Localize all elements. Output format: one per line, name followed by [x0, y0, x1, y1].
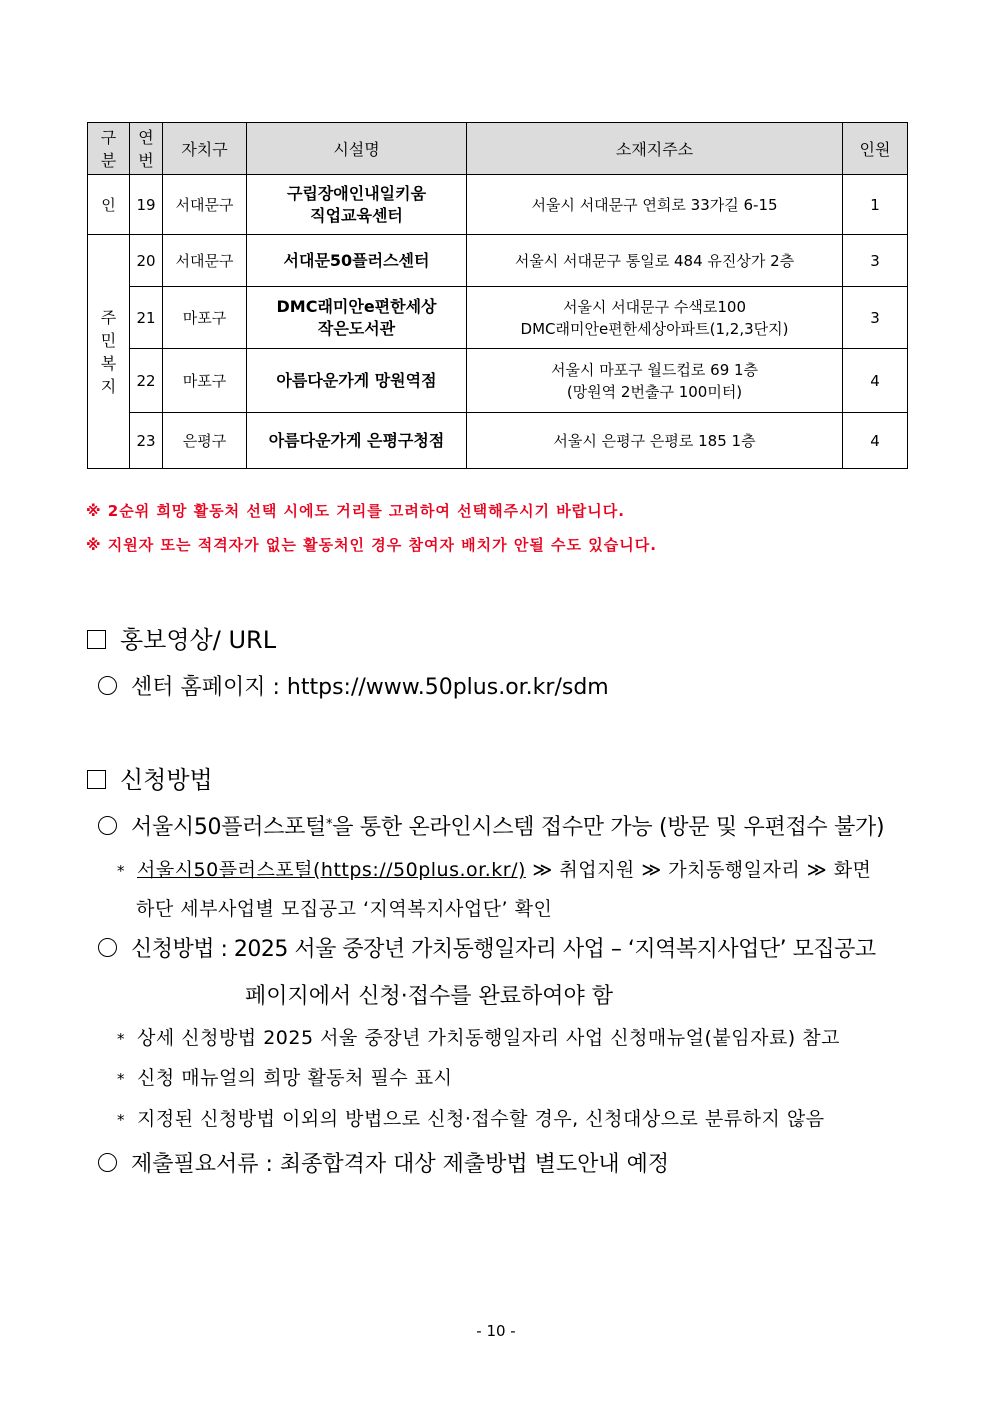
homepage-item — [98, 670, 609, 701]
category-cell: 인 — [88, 175, 130, 235]
apply-sub-4-text: 지정된 신청방법 이외의 방법으로 신청·접수할 경우, 신청대상으로 분류하지 않음 — [137, 1108, 825, 1130]
cell-line: 아름다운가게 은평구청점 — [268, 430, 445, 450]
header-facility: 시설명 — [247, 123, 467, 175]
district-cell: 마포구 — [163, 349, 247, 413]
asterisk-icon: * — [117, 1030, 125, 1048]
apply-item-3 — [98, 1147, 669, 1178]
section-apply-heading — [87, 760, 213, 795]
facility-table — [87, 122, 908, 469]
header-char: 번 — [138, 150, 154, 170]
cell-line: 아름다운가게 망원역점 — [276, 370, 437, 390]
cell-line: 작은도서관 — [317, 318, 396, 338]
address-cell — [467, 349, 843, 413]
header-number — [130, 123, 163, 175]
asterisk-icon: * — [117, 1070, 125, 1088]
facility-cell — [247, 235, 467, 287]
district-cell: 마포구 — [163, 287, 247, 349]
number-cell: 22 — [130, 349, 163, 413]
cell-line: DMC래미안e편한세상아파트(1,2,3단지) — [520, 319, 789, 338]
header-char: 구 — [100, 127, 117, 147]
category-char: 민 — [100, 330, 117, 350]
apply-sub-3 — [117, 1063, 453, 1090]
square-bullet-icon — [87, 770, 106, 789]
portal-link[interactable]: 서울시50플러스포털(https://50plus.or.kr/) — [137, 859, 526, 881]
number-cell: 21 — [130, 287, 163, 349]
cell-line: 직업교육센터 — [310, 205, 403, 225]
number-cell: 20 — [130, 235, 163, 287]
section-promo-title: 홍보영상/ URL — [120, 626, 277, 654]
page-number: - 10 - — [476, 1322, 516, 1340]
homepage-link[interactable]: https://www.50plus.or.kr/sdm — [286, 675, 609, 700]
category-char: 지 — [100, 376, 117, 396]
apply-item-2-line2: 페이지에서 신청·접수를 완료하여야 함 — [245, 984, 614, 1009]
category-char: 복 — [100, 353, 117, 373]
facility-cell — [247, 413, 467, 469]
table-row — [88, 349, 908, 413]
homepage-label: 센터 홈페이지 : — [131, 675, 287, 700]
count-cell: 3 — [843, 235, 908, 287]
apply-sub-1 — [117, 855, 871, 882]
facility-cell — [247, 349, 467, 413]
district-cell: 서대문구 — [163, 235, 247, 287]
circle-bullet-icon — [98, 676, 117, 695]
district-cell: 은평구 — [163, 413, 247, 469]
section-promo-heading — [87, 620, 276, 655]
cell-line: (망원역 2번출구 100미터) — [566, 382, 743, 401]
district-cell: 서대문구 — [163, 175, 247, 235]
count-cell: 4 — [843, 413, 908, 469]
circle-bullet-icon — [98, 1153, 117, 1172]
table-row — [88, 175, 908, 235]
cell-line: 서울시 서대문구 수색로100 — [562, 297, 747, 316]
cell-line: 서대문50플러스센터 — [283, 250, 430, 270]
portal-name: 서울시50플러스포털 — [131, 815, 327, 840]
number-cell: 19 — [130, 175, 163, 235]
apply-item-1-text: 을 통한 온라인시스템 접수만 가능 (방문 및 우편접수 불가) — [332, 815, 885, 840]
note-1: ※ 2순위 희망 활동처 선택 시에도 거리를 고려하여 선택해주시기 바랍니다. — [86, 502, 625, 520]
apply-item-1 — [98, 810, 884, 841]
apply-item-3-text: 제출필요서류 : 최종합격자 대상 제출방법 별도안내 예정 — [131, 1152, 670, 1177]
portal-path: ≫ 취업지원 ≫ 가치동행일자리 ≫ 화면 — [525, 859, 872, 881]
table-row — [88, 235, 908, 287]
cell-line: 구립장애인내일키움 — [286, 183, 427, 203]
square-bullet-icon — [87, 630, 106, 649]
address-cell — [467, 175, 843, 235]
count-cell: 1 — [843, 175, 908, 235]
apply-sub-2 — [117, 1023, 840, 1050]
address-cell — [467, 235, 843, 287]
apply-sub-4 — [117, 1104, 825, 1131]
address-cell — [467, 413, 843, 469]
circle-bullet-icon — [98, 938, 117, 957]
table-header-row — [88, 123, 908, 175]
note-2: ※ 지원자 또는 적격자가 없는 활동처인 경우 참여자 배치가 안될 수도 있습니다. — [86, 536, 657, 554]
header-address: 소재지주소 — [467, 123, 843, 175]
header-char: 연 — [138, 127, 154, 147]
header-district: 자치구 — [163, 123, 247, 175]
number-cell: 23 — [130, 413, 163, 469]
table-row — [88, 413, 908, 469]
cell-line: 서울시 서대문구 연희로 33가길 6-15 — [531, 195, 778, 214]
header-count: 인원 — [843, 123, 908, 175]
table-row — [88, 287, 908, 349]
asterisk-icon: * — [117, 1111, 125, 1129]
count-cell: 4 — [843, 349, 908, 413]
apply-sub-1-line2: 하단 세부사업별 모집공고 ‘지역복지사업단’ 확인 — [136, 898, 553, 920]
cell-line: 서울시 서대문구 통일로 484 유진상가 2층 — [514, 251, 795, 270]
category-cell — [88, 235, 130, 469]
count-cell: 3 — [843, 287, 908, 349]
header-char: 분 — [100, 150, 117, 170]
apply-item-2 — [98, 932, 876, 963]
footnote-star: * — [326, 817, 333, 832]
apply-item-2-text: 신청방법 : 2025 서울 중장년 가치동행일자리 사업 – ‘지역복지사업단’ 모집공고 — [131, 937, 876, 962]
cell-line: 서울시 마포구 월드컵로 69 1층 — [550, 360, 759, 379]
facility-cell — [247, 175, 467, 235]
section-apply-title: 신청방법 — [120, 766, 213, 794]
cell-line: DMC래미안e편한세상 — [276, 296, 437, 316]
category-char: 주 — [100, 307, 117, 327]
address-cell — [467, 287, 843, 349]
header-category — [88, 123, 130, 175]
circle-bullet-icon — [98, 816, 117, 835]
apply-sub-3-text: 신청 매뉴얼의 희망 활동처 필수 표시 — [137, 1067, 453, 1089]
asterisk-icon: * — [117, 862, 125, 880]
facility-cell — [247, 287, 467, 349]
apply-sub-2-text: 상세 신청방법 2025 서울 중장년 가치동행일자리 사업 신청매뉴얼(붙임자료) 참고 — [137, 1027, 840, 1049]
cell-line: 서울시 은평구 은평로 185 1층 — [553, 431, 756, 450]
category-vertical — [88, 306, 129, 398]
